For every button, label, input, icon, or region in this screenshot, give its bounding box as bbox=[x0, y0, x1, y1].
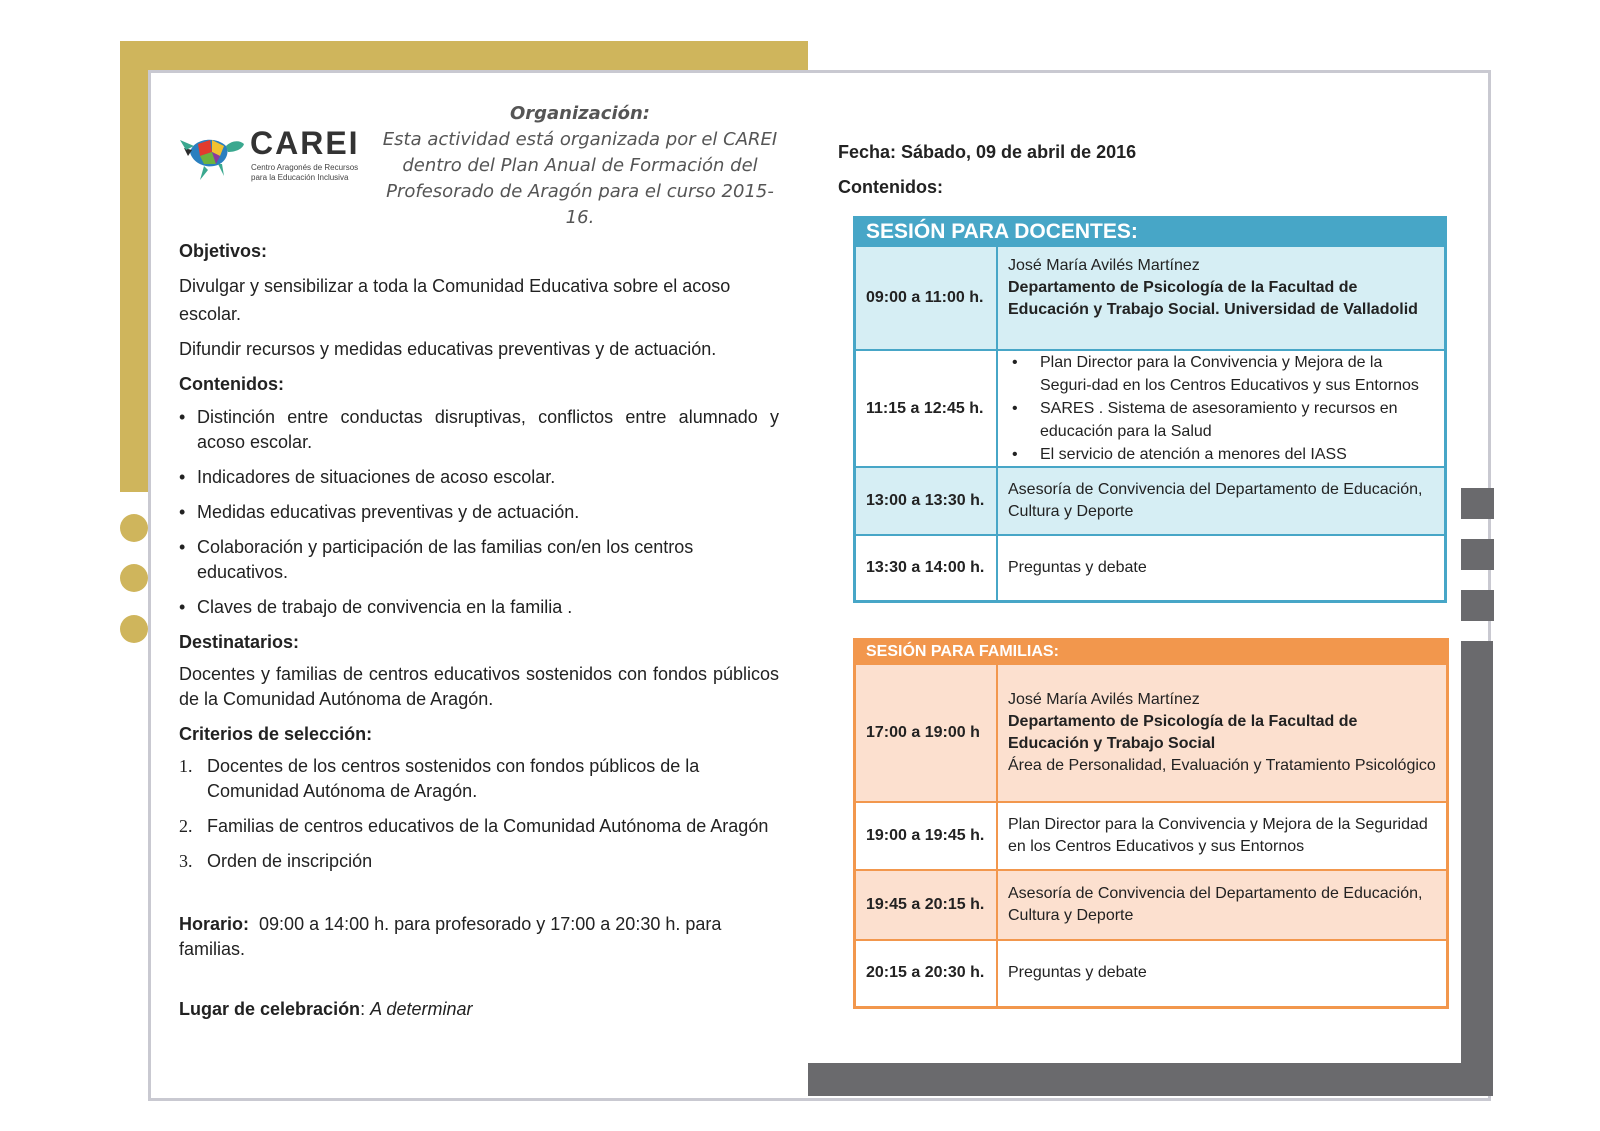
schedule-row bbox=[855, 535, 1446, 601]
gray-decor-square bbox=[1461, 590, 1494, 621]
destinatarios-heading: Destinatarios: bbox=[179, 632, 300, 652]
speaker-department: Departamento de Psicología de la Facultad de Educación y Trabajo Social. Universidad de Valladolid bbox=[1008, 279, 1418, 318]
lugar-value: A determinar bbox=[370, 999, 473, 1019]
lugar-colon: : bbox=[360, 999, 366, 1019]
logo-subtitle bbox=[251, 163, 381, 183]
speaker-name: José María Avilés Martínez bbox=[1008, 691, 1200, 708]
criterios-heading: Criterios de selección: bbox=[179, 724, 373, 744]
organization-line: Profesorado de Aragón para el curso 2015-16. bbox=[386, 181, 774, 228]
familias-title: SESIÓN PARA FAMILIAS: bbox=[855, 640, 1448, 665]
session-detail: Plan Director para la Convivencia y Mejora de la Seguridad en los Centros Educativos y sus Entornos bbox=[997, 802, 1448, 870]
gray-decor-square bbox=[1461, 539, 1494, 570]
left-column bbox=[179, 237, 779, 1022]
criterio-number: 1. bbox=[179, 756, 193, 776]
schedule-row bbox=[855, 870, 1448, 940]
session-time: 19:00 a 19:45 h. bbox=[855, 802, 998, 870]
logo-subtitle-line: Centro Aragonés de Recursos bbox=[251, 163, 359, 172]
contenido-item: • Indicadores de situaciones de acoso escolar. bbox=[179, 465, 779, 490]
schedule-row bbox=[855, 940, 1448, 1007]
speaker-name: José María Avilés Martínez bbox=[1008, 257, 1200, 274]
organization-line: Esta actividad está organizada por el CAREI bbox=[382, 129, 778, 150]
contenidos-label: Contenidos: bbox=[838, 177, 943, 197]
session-time: 19:45 a 20:15 h. bbox=[855, 870, 998, 940]
lugar-line bbox=[179, 997, 779, 1022]
session-topic: • SARES . Sistema de asesoramiento y recursos en educación para la Salud bbox=[1040, 397, 1434, 443]
criterio-item bbox=[179, 849, 779, 874]
gray-decor-bar-right bbox=[1461, 641, 1493, 1096]
session-detail: Asesoría de Convivencia del Departamento de Educación, Cultura y Deporte bbox=[997, 467, 1446, 535]
horario-label: Horario: bbox=[179, 914, 250, 934]
session-topic: • Plan Director para la Convivencia y Mejora de la Seguri-dad en los Centros Educativos y sus Entornos bbox=[1040, 351, 1434, 397]
event-date: Fecha: Sábado, 09 de abril de 2016 bbox=[838, 142, 1137, 162]
turtle-logo-icon bbox=[176, 130, 248, 182]
contenido-item: • Colaboración y participación de las familias con/en los centros educativos. bbox=[179, 535, 779, 585]
session-time: 17:00 a 19:00 h bbox=[855, 664, 998, 802]
gold-decor-dot bbox=[120, 615, 148, 643]
session-time: 11:15 a 12:45 h. bbox=[855, 350, 998, 467]
schedule-row bbox=[855, 802, 1448, 870]
contenidos-heading: Contenidos: bbox=[179, 374, 284, 394]
docentes-title-row bbox=[855, 218, 1446, 247]
docentes-title: SESIÓN PARA DOCENTES: bbox=[855, 218, 1446, 247]
session-time: 13:30 a 14:00 h. bbox=[855, 535, 998, 601]
horario-line bbox=[179, 912, 779, 962]
schedule-row bbox=[855, 350, 1446, 467]
criterio-text: Familias de centros educativos de la Comunidad Autónoma de Aragón bbox=[207, 816, 769, 836]
session-topic-list bbox=[1008, 351, 1434, 466]
contenido-item: • Medidas educativas preventivas y de actuación. bbox=[179, 500, 779, 525]
familias-title-row bbox=[855, 640, 1448, 665]
session-detail bbox=[997, 664, 1448, 802]
gold-decor-dot bbox=[120, 564, 148, 592]
gold-decor-dot bbox=[120, 514, 148, 542]
speaker-area: Área de Personalidad, Evaluación y Tratamiento Psicológico bbox=[1008, 757, 1436, 774]
destinatarios-text: Docentes y familias de centros educativos sostenidos con fondos públicos de la Comunidad Autónoma de Aragón. bbox=[179, 664, 779, 709]
schedule-row bbox=[855, 664, 1448, 802]
objetivo-item: Divulgar y sensibilizar a toda la Comunidad Educativa sobre el acoso escolar. bbox=[179, 276, 731, 324]
session-detail bbox=[997, 246, 1446, 350]
session-detail bbox=[997, 350, 1446, 467]
organization-heading: Organización: bbox=[509, 103, 651, 124]
familias-session-table bbox=[853, 638, 1449, 1009]
objetivo-item: Difundir recursos y medidas educativas preventivas y de actuación. bbox=[179, 339, 717, 359]
lugar-label: Lugar de celebración bbox=[179, 999, 361, 1019]
docentes-session-table bbox=[853, 216, 1447, 603]
criterio-text: Orden de inscripción bbox=[207, 851, 373, 871]
gray-decor-bar-bottom bbox=[808, 1063, 1493, 1096]
session-time: 13:00 a 13:30 h. bbox=[855, 467, 998, 535]
criterio-number: 3. bbox=[179, 851, 193, 871]
horario-value: 09:00 a 14:00 h. para profesorado y 17:00 a 20:30 h. para familias. bbox=[179, 914, 722, 959]
contenido-item: • Distinción entre conductas disruptivas, conflictos entre alumnado y acoso escolar. bbox=[179, 405, 779, 455]
organization-line: dentro del Plan Anual de Formación del bbox=[402, 155, 758, 176]
session-detail: Asesoría de Convivencia del Departamento de Educación, Cultura y Deporte bbox=[997, 870, 1448, 940]
gray-decor-square bbox=[1461, 488, 1494, 519]
organization-block bbox=[375, 101, 785, 231]
session-time: 20:15 a 20:30 h. bbox=[855, 940, 998, 1007]
objetivos-heading: Objetivos: bbox=[179, 241, 268, 261]
session-topic: • El servicio de atención a menores del IASS bbox=[1040, 443, 1434, 466]
criterio-number: 2. bbox=[179, 816, 193, 836]
session-time: 09:00 a 11:00 h. bbox=[855, 246, 998, 350]
logo-wordmark: CAREI bbox=[250, 125, 360, 161]
logo-subtitle-line: para la Educación Inclusiva bbox=[251, 173, 349, 182]
speaker-department: Departamento de Psicología de la Facultad de Educación y Trabajo Social bbox=[1008, 713, 1358, 752]
session-detail: Preguntas y debate bbox=[997, 535, 1446, 601]
contenido-item: • Claves de trabajo de convivencia en la familia . bbox=[179, 595, 779, 620]
schedule-row bbox=[855, 246, 1446, 350]
schedule-row bbox=[855, 467, 1446, 535]
criterio-text: Docentes de los centros sostenidos con fondos públicos de la Comunidad Autónoma de Aragón. bbox=[207, 756, 700, 801]
criterio-item bbox=[179, 814, 779, 839]
criterio-item bbox=[179, 754, 779, 804]
session-detail: Preguntas y debate bbox=[997, 940, 1448, 1007]
